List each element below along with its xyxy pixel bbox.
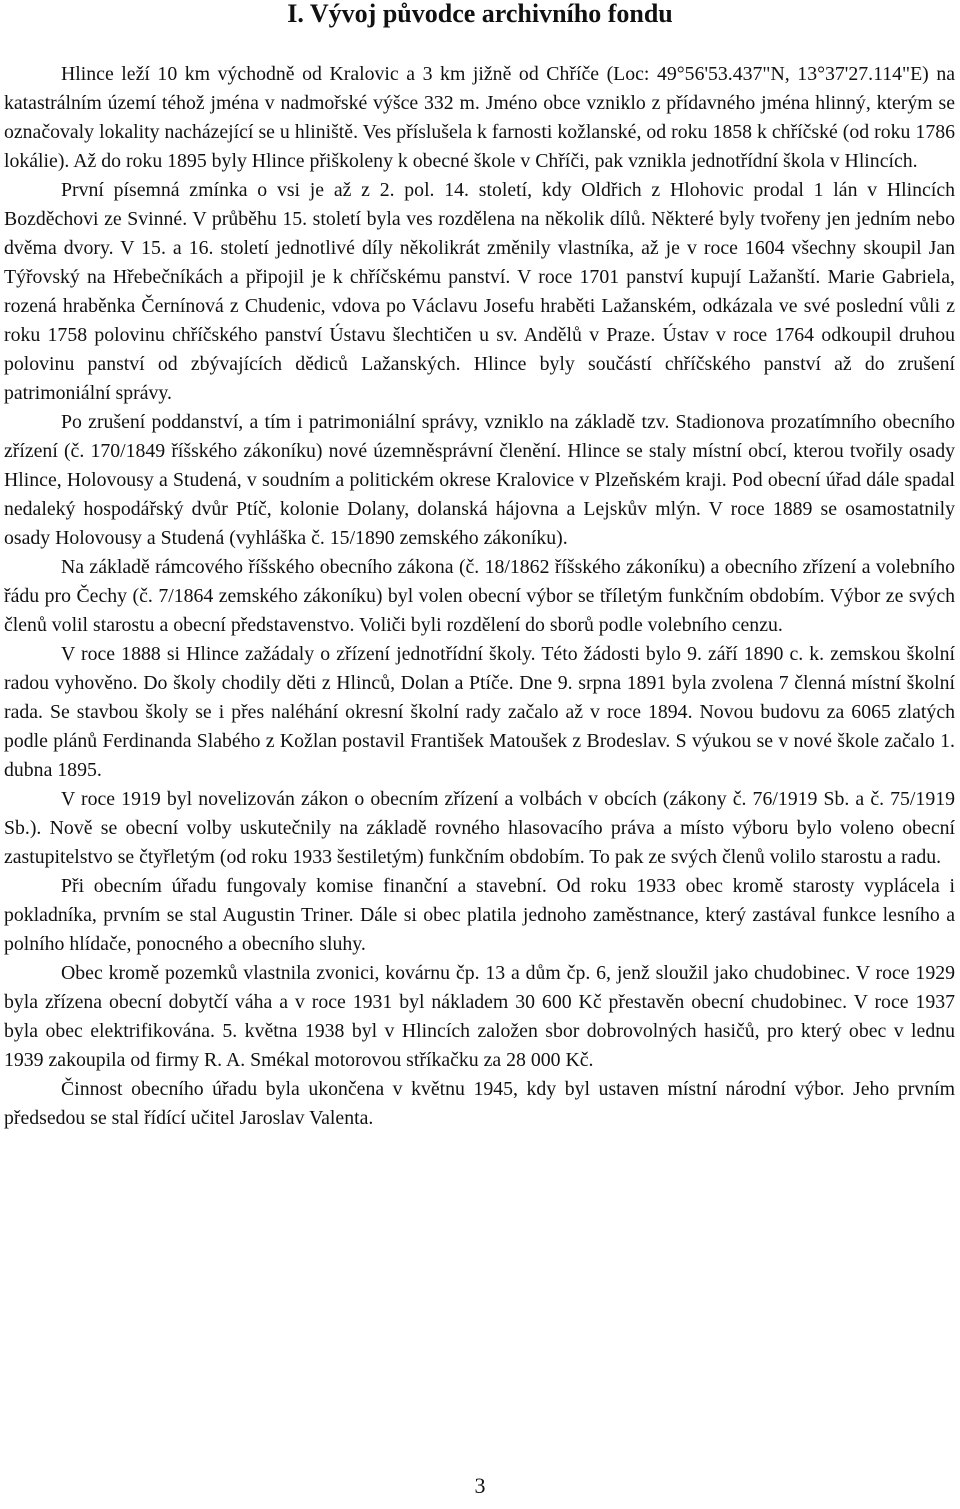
paragraph-office: Při obecním úřadu fungovaly komise finanční a stavební. Od roku 1933 obec kromě starosty vyplácela i pokladníka, prvním se stal Augustin Triner. Dále si obec platila jednoho zaměstnance, který zastával funkce lesního a polního hlídače, ponocného a obecního sluhy. [4, 875, 955, 955]
page-number: 3 [474, 1473, 486, 1498]
paragraph-end: Činnost obecního úřadu byla ukončena v květnu 1945, kdy byl ustaven místní národní výbor. Jeho prvním předsedou se stal řídící učitel Jaroslav Valenta. [4, 1078, 955, 1129]
paragraph-administration: Po zrušení poddanství, a tím i patrimoniální správy, vzniklo na základě tzv. Stadionova prozatímního obecního zřízení (č. 170/1849 říšského zákoníku) nové územněsprávní členění. Hlince se staly místní obcí, kterou tvořily osady Hlince, Holovousy a Studená, v soudním a politickém okrese Kralovice v Plzeňském kraji. Pod obecní úřad dále spadal nedaleký hospodářský dvůr Ptíč, kolonie Dolany, dolanská hájovna a Lejskův mlýn. V roce 1889 se osamostatnily osady Holovousy a Studená (vyhláška č. 15/1890 zemského zákoníku). [4, 411, 955, 549]
paragraph-location: Hlince leží 10 km východně od Kralovic a 3 km jižně od Chříče (Loc: 49°56'53.437"N, 13°37'27.114"E) na katastrálním území téhož jména v nadmořské výšce 332 m. Jméno obce vzniklo z přídavného jména hlinný, kterým se označovaly lokality nacházející se u hliniště. Ves příslušela k farnosti kožlanské, od roku 1858 k chříčské (od roku 1786 lokálie). Až do roku 1895 byly Hlince přiškoleny k obecné škole v Chříči, pak vznikla jednotřídní škola v Hlincích. [4, 63, 955, 172]
paragraph-municipal-law: Na základě rámcového říšského obecního zákona (č. 18/1862 říšského zákoníku) a obecního zřízení a volebního řádu pro Čechy (č. 7/1864 zemského zákoníku) byl volen obecní výbor se tříletým funkčním obdobím. Výbor ze svých členů volil starostu a obecní představenstvo. Voliči byli rozdělení do sborů podle volebního cenzu. [4, 556, 955, 636]
body-text [4, 60, 955, 1133]
paragraph-property: Obec kromě pozemků vlastnila zvonici, kovárnu čp. 13 a dům čp. 6, jenž sloužil jako chudobinec. V roce 1929 byla zřízena obecní dobytčí váha a v roce 1931 byl nákladem 30 600 Kč přestavěn obecní chudobinec. V roce 1937 byla obec elektrifikována. 5. května 1938 byl v Hlincích založen sbor dobrovolných hasičů, pro který obec v lednu 1939 zakoupila od firmy R. A. Smékal motorovou stříkačku za 28 000 Kč. [4, 962, 955, 1071]
paragraph-history: První písemná zmínka o vsi je až z 2. pol. 14. století, kdy Oldřich z Hlohovic prodal 1 lán v Hlincích Bozděchovi ze Svinné. V průběhu 15. století byla ves rozdělena na několik dílů. Některé byly tvořeny jen jedním nebo dvěma dvory. V 15. a 16. století jednotlivé díly několikrát změnily vlastníka, až je v roce 1604 všechny skoupil Jan Týřovský na Hřebečníkách a připojil je k chříčskému panství. V roce 1701 panství kupují Lažanští. Marie Gabriela, rozená hraběnka Černínová z Chudenic, vdova po Václavu Josefu hraběti Lažanském, odkázala ve své poslední vůli z roku 1758 polovinu chříčského panství Ústavu šlechtičen u sv. Andělů v Praze. Ústav v roce 1764 odkoupil druhou polovinu panství od zbývajících dědiců Lažanských. Hlince byly součástí chříčského panství až do zrušení patrimoniální správy. [4, 179, 955, 404]
paragraph-1919-law: V roce 1919 byl novelizován zákon o obecním zřízení a volbách v obcích (zákony č. 76/1919 Sb. a č. 75/1919 Sb.). Nově se obecní volby uskutečnily na základě rovného hlasovacího práva a místo výboru bylo voleno obecní zastupitelstvo se čtyřletým (od roku 1933 šestiletým) funkčním obdobím. To pak ze svých členů volilo starostu a radu. [4, 788, 955, 868]
paragraph-school: V roce 1888 si Hlince zažádaly o zřízení jednotřídní školy. Této žádosti bylo 9. září 1890 c. k. zemskou školní radou vyhověno. Do školy chodily děti z Hlinců, Dolan a Ptíče. Dne 9. srpna 1891 byla zvolena 7 členná místní školní rada. Se stavbou školy se i přes naléhání okresní školní rady začalo až v roce 1894. Novou budovu za 6065 zlatých podle plánů Ferdinanda Slabého z Kožlan postavil František Matoušek z Brodeslav. S výukou se v nové škole začalo 1. dubna 1895. [4, 643, 955, 781]
section-heading: I. Vývoj původce archivního fondu [287, 0, 673, 28]
